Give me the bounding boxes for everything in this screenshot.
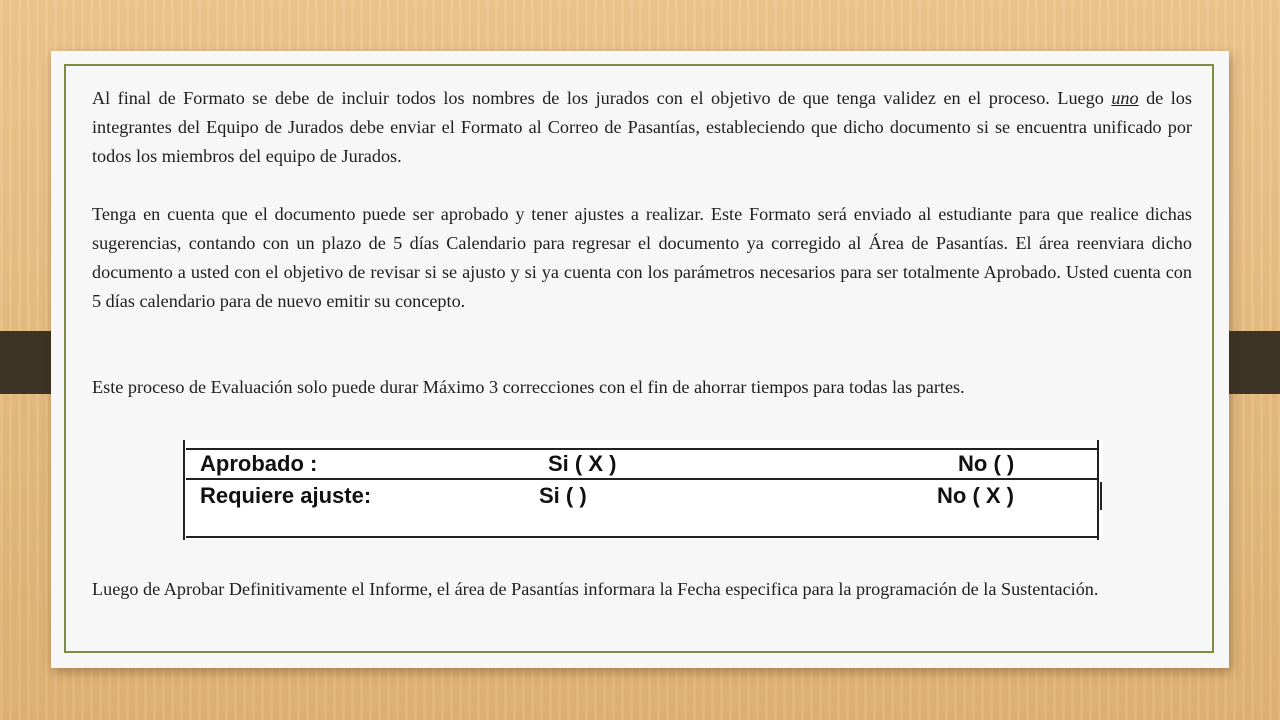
form-line-top [186, 448, 1099, 450]
paragraph-1-text-start: Al final de Formato se debe de incluir todos los nombres de los jurados con el objetivo de que tenga validez en el proceso. Luego [92, 88, 1112, 108]
paragraph-1-emphasis: uno [1111, 88, 1139, 108]
form-adjust-no: No ( X ) [937, 483, 1014, 508]
form-approved-label: Aprobado : [200, 451, 318, 476]
form-border-right [1097, 440, 1099, 540]
form-line-bottom [186, 536, 1099, 538]
slide-paper [51, 51, 1229, 668]
approval-form-image [183, 440, 1103, 540]
form-border-left [183, 440, 185, 540]
form-adjust-label: Requiere ajuste: [200, 483, 372, 508]
paragraph-final-approval: Luego de Aprobar Definitivamente el Informe, el área de Pasantías informara la Fecha especifica para la programación de la Sustentación. [92, 579, 1099, 599]
paragraph-1-text-end: de los integrantes del Equipo de Jurados debe enviar el Formato al Correo de Pasantías, estableciendo que dicho documento si se encuentra unificado por todos los miembros del equipo de Jurados. [92, 88, 1192, 166]
paragraph-jurados-format [92, 84, 1192, 171]
form-approved-si: Si ( X ) [548, 451, 617, 476]
form-border-right-mark [1100, 482, 1102, 510]
form-adjust-si: Si ( ) [539, 483, 587, 508]
form-line-middle [186, 478, 1099, 480]
paragraph-evaluation-limit: Este proceso de Evaluación solo puede durar Máximo 3 correcciones con el fin de ahorrar tiempos para todas las partes. [92, 377, 965, 397]
paragraph-adjustments: Tenga en cuenta que el documento puede ser aprobado y tener ajustes a realizar. Este Formato será enviado al estudiante para que realice dichas sugerencias, contando con un plazo de 5 días Calendario para regresar el documento ya corregido al Área de Pasantías. El área reenviara dicho documento a usted con el objetivo de revisar si se ajusto y si ya cuenta con los parámetros necesarios para ser totalmente Aprobado. Usted cuenta con 5 días calendario para de nuevo emitir su concepto. [92, 204, 1192, 311]
form-approved-no: No ( ) [958, 451, 1015, 476]
